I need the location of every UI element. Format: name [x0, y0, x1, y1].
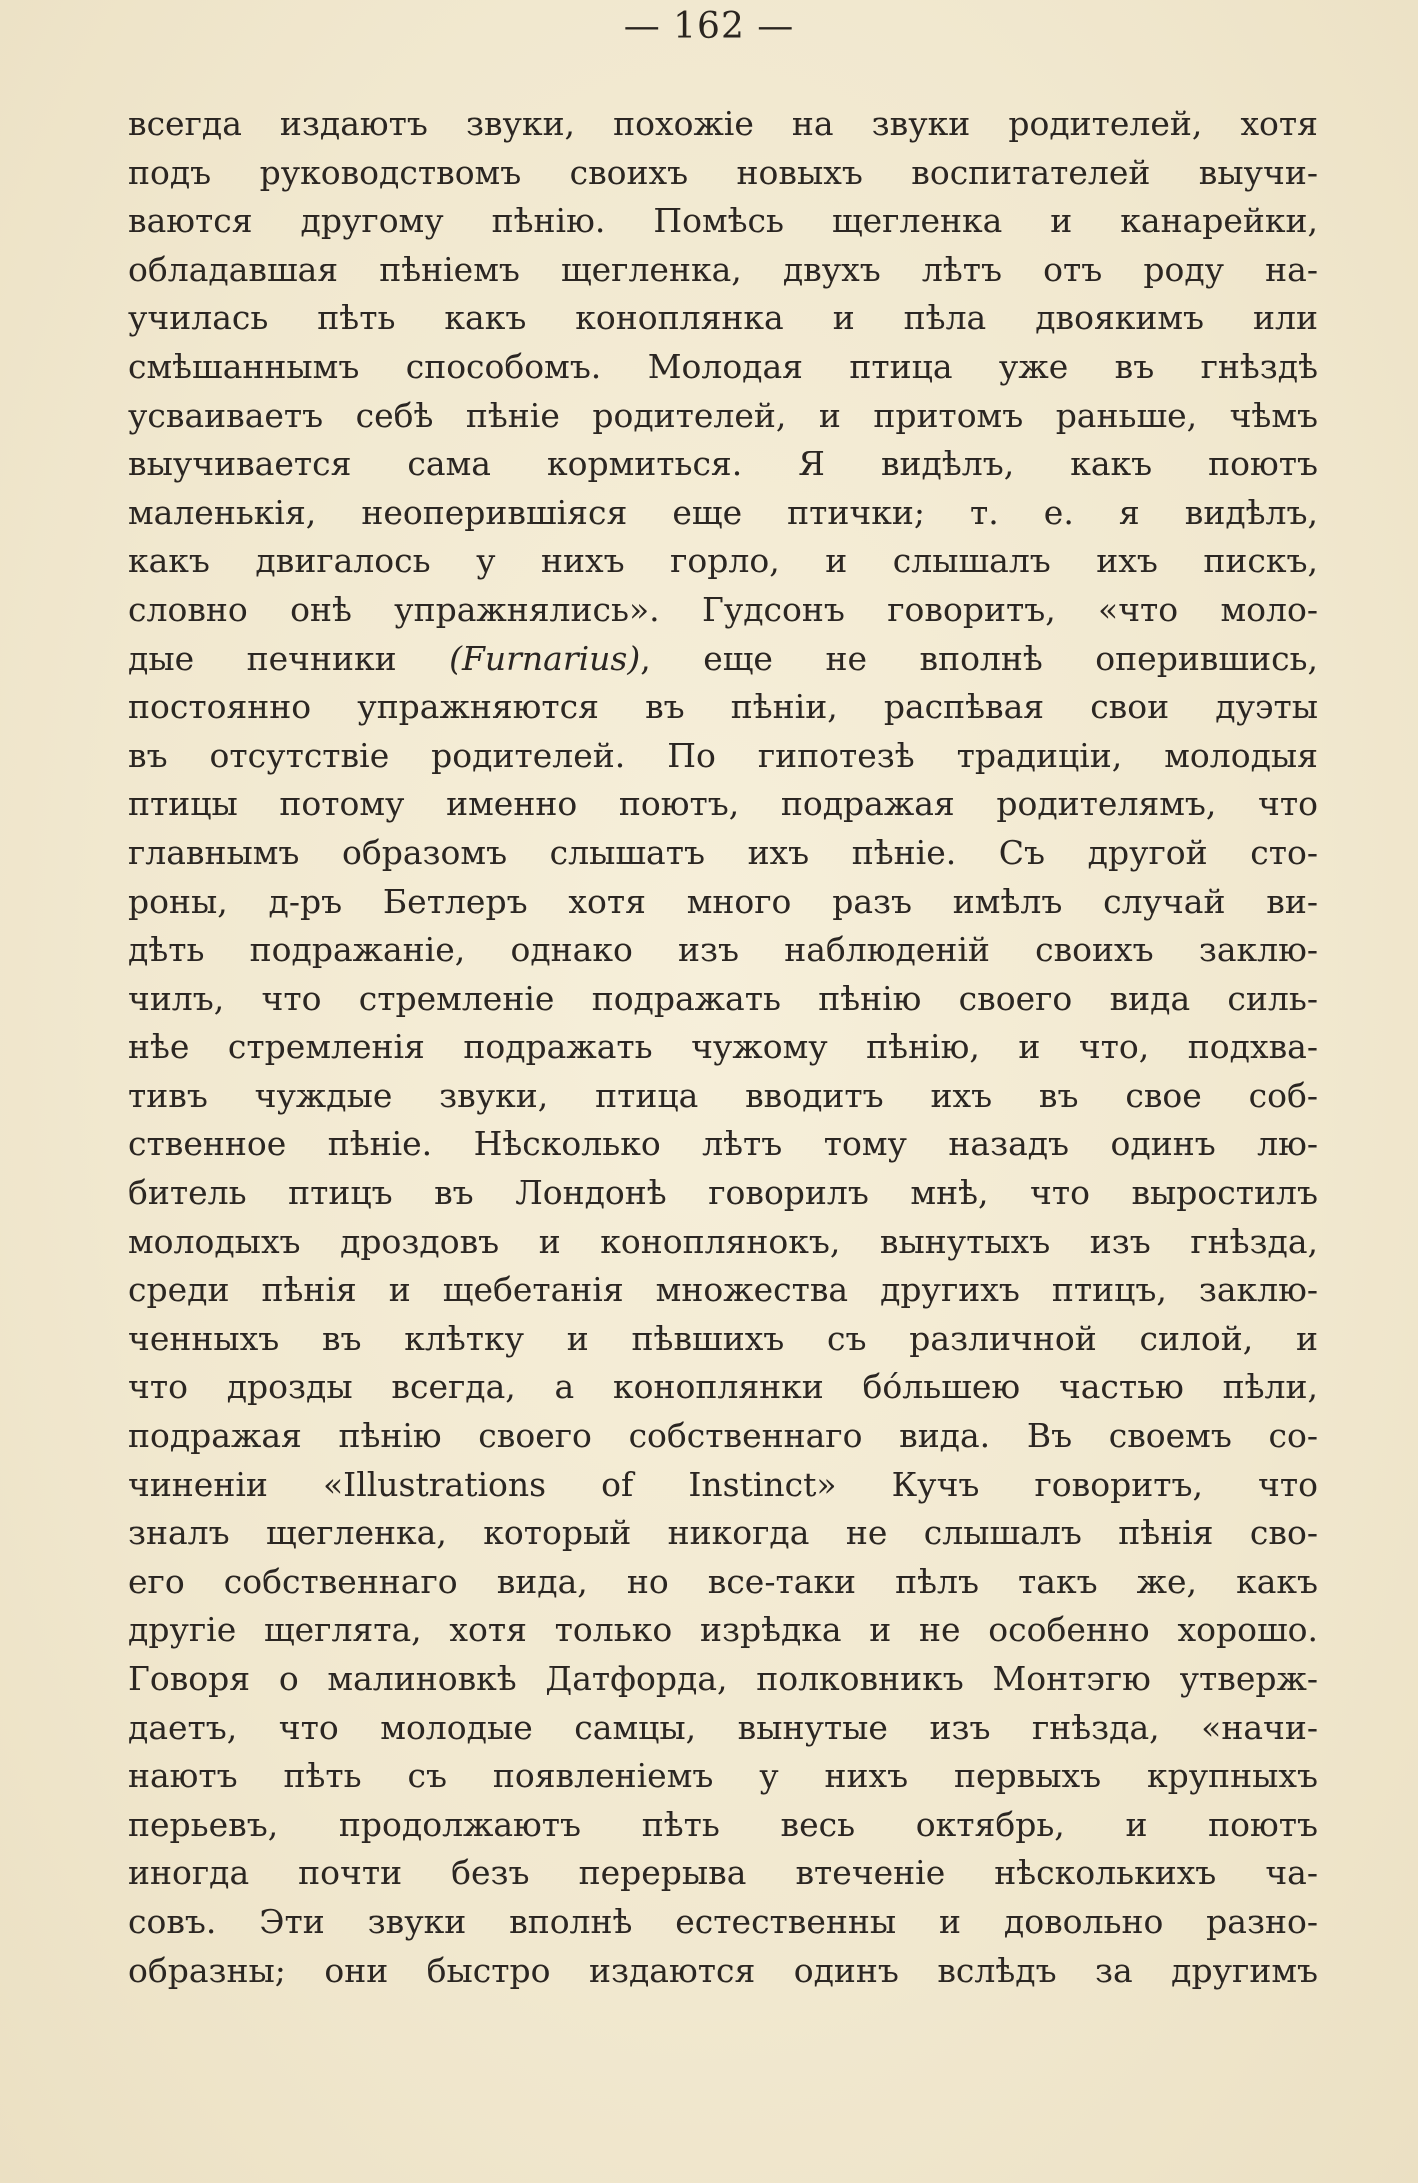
text-line: зналъ щегленка, который никогда не слышалъ пѣнія сво-: [128, 1513, 1318, 1553]
text-line: даетъ, что молодые самцы, вынутые изъ гнѣзда, «начи-: [128, 1707, 1318, 1747]
text-line: какъ двигалось у нихъ горло, и слышалъ ихъ пискъ,: [128, 541, 1318, 581]
text-line: главнымъ образомъ слышатъ ихъ пѣніе. Съ другой сто-: [128, 832, 1318, 872]
text-line: дые печники (Furnarius), еще не вполнѣ оперившись,: [128, 638, 1319, 678]
text-line: что дрозды всегда, а коноплянки бо́льшею частью пѣли,: [128, 1367, 1318, 1407]
text-line: училась пѣть какъ коноплянка и пѣла двоякимъ или: [128, 298, 1318, 338]
text-line: птицы потому именно поютъ, подражая родителямъ, что: [128, 784, 1318, 824]
text-line: постоянно упражняются въ пѣніи, распѣвая свои дуэты: [128, 687, 1318, 727]
text-line: подъ руководствомъ своихъ новыхъ воспитателей выучи-: [128, 152, 1318, 192]
text-line: тивъ чуждые звуки, птица вводитъ ихъ въ свое соб-: [128, 1075, 1318, 1115]
text-line: выучивается сама кормиться. Я видѣлъ, какъ поютъ: [128, 444, 1318, 484]
text-line: среди пѣнія и щебетанія множества другихъ птицъ, заклю-: [128, 1270, 1318, 1310]
text-line: усваиваетъ себѣ пѣніе родителей, и притомъ раньше, чѣмъ: [128, 395, 1318, 435]
text-line: роны, д-ръ Бетлеръ хотя много разъ имѣлъ случай ви-: [128, 881, 1318, 921]
text-line: Говоря о малиновкѣ Датфорда, полковникъ Монтэгю утверж-: [128, 1659, 1318, 1698]
page-number: — 162 —: [623, 6, 795, 47]
text-line: ченныхъ въ клѣтку и пѣвшихъ съ различной силой, и: [128, 1318, 1318, 1358]
text-line: битель птицъ въ Лондонѣ говорилъ мнѣ, что выростилъ: [128, 1173, 1318, 1213]
text-line: дѣть подражаніе, однако изъ наблюденій своихъ заклю-: [128, 930, 1318, 970]
text-line: совъ. Эти звуки вполнѣ естественны и довольно разно-: [128, 1901, 1318, 1941]
text-line: наютъ пѣть съ появленіемъ у нихъ первыхъ крупныхъ: [128, 1756, 1318, 1796]
text-line: подражая пѣнію своего собственнаго вида. Въ своемъ со-: [128, 1416, 1318, 1456]
text-line: маленькія, неоперившіяся еще птички; т. е. я видѣлъ,: [128, 492, 1318, 532]
text-line: ваются другому пѣнію. Помѣсь щегленка и канарейки,: [128, 201, 1318, 241]
text-line: обладавшая пѣніемъ щегленка, двухъ лѣтъ отъ роду на-: [128, 249, 1318, 289]
body-text: [128, 100, 1318, 1995]
text-line: перьевъ, продолжаютъ пѣть весь октябрь, и поютъ: [128, 1804, 1318, 1844]
text-line: образны; они быстро издаются одинъ вслѣдъ за другимъ: [128, 1950, 1318, 1990]
text-line: молодыхъ дроздовъ и коноплянокъ, вынутыхъ изъ гнѣзда,: [128, 1221, 1318, 1261]
text-line: нѣе стремленія подражать чужому пѣнію, и что, подхва-: [128, 1027, 1318, 1067]
text-line: въ отсутствіе родителей. По гипотезѣ традиціи, молодыя: [128, 735, 1318, 775]
text-line: всегда издаютъ звуки, похожіе на звуки родителей, хотя: [128, 104, 1318, 143]
text-line: другіе щеглята, хотя только изрѣдка и не особенно хорошо.: [128, 1610, 1318, 1650]
text-line: чилъ, что стремленіе подражать пѣнію своего вида силь-: [128, 978, 1318, 1018]
text-line: словно онѣ упражнялись». Гудсонъ говоритъ, «что моло-: [128, 589, 1318, 629]
text-line: ственное пѣніе. Нѣсколько лѣтъ тому назадъ одинъ лю-: [128, 1124, 1318, 1164]
text-line: его собственнаго вида, но все-таки пѣлъ такъ же, какъ: [128, 1561, 1318, 1601]
text-line: чиненіи «Illustrations of Instinct» Кучъ говоритъ, что: [128, 1464, 1318, 1504]
text-line: смѣшаннымъ способомъ. Молодая птица уже въ гнѣздѣ: [128, 346, 1318, 386]
text-line: иногда почти безъ перерыва втеченіе нѣсколькихъ ча-: [128, 1853, 1318, 1893]
